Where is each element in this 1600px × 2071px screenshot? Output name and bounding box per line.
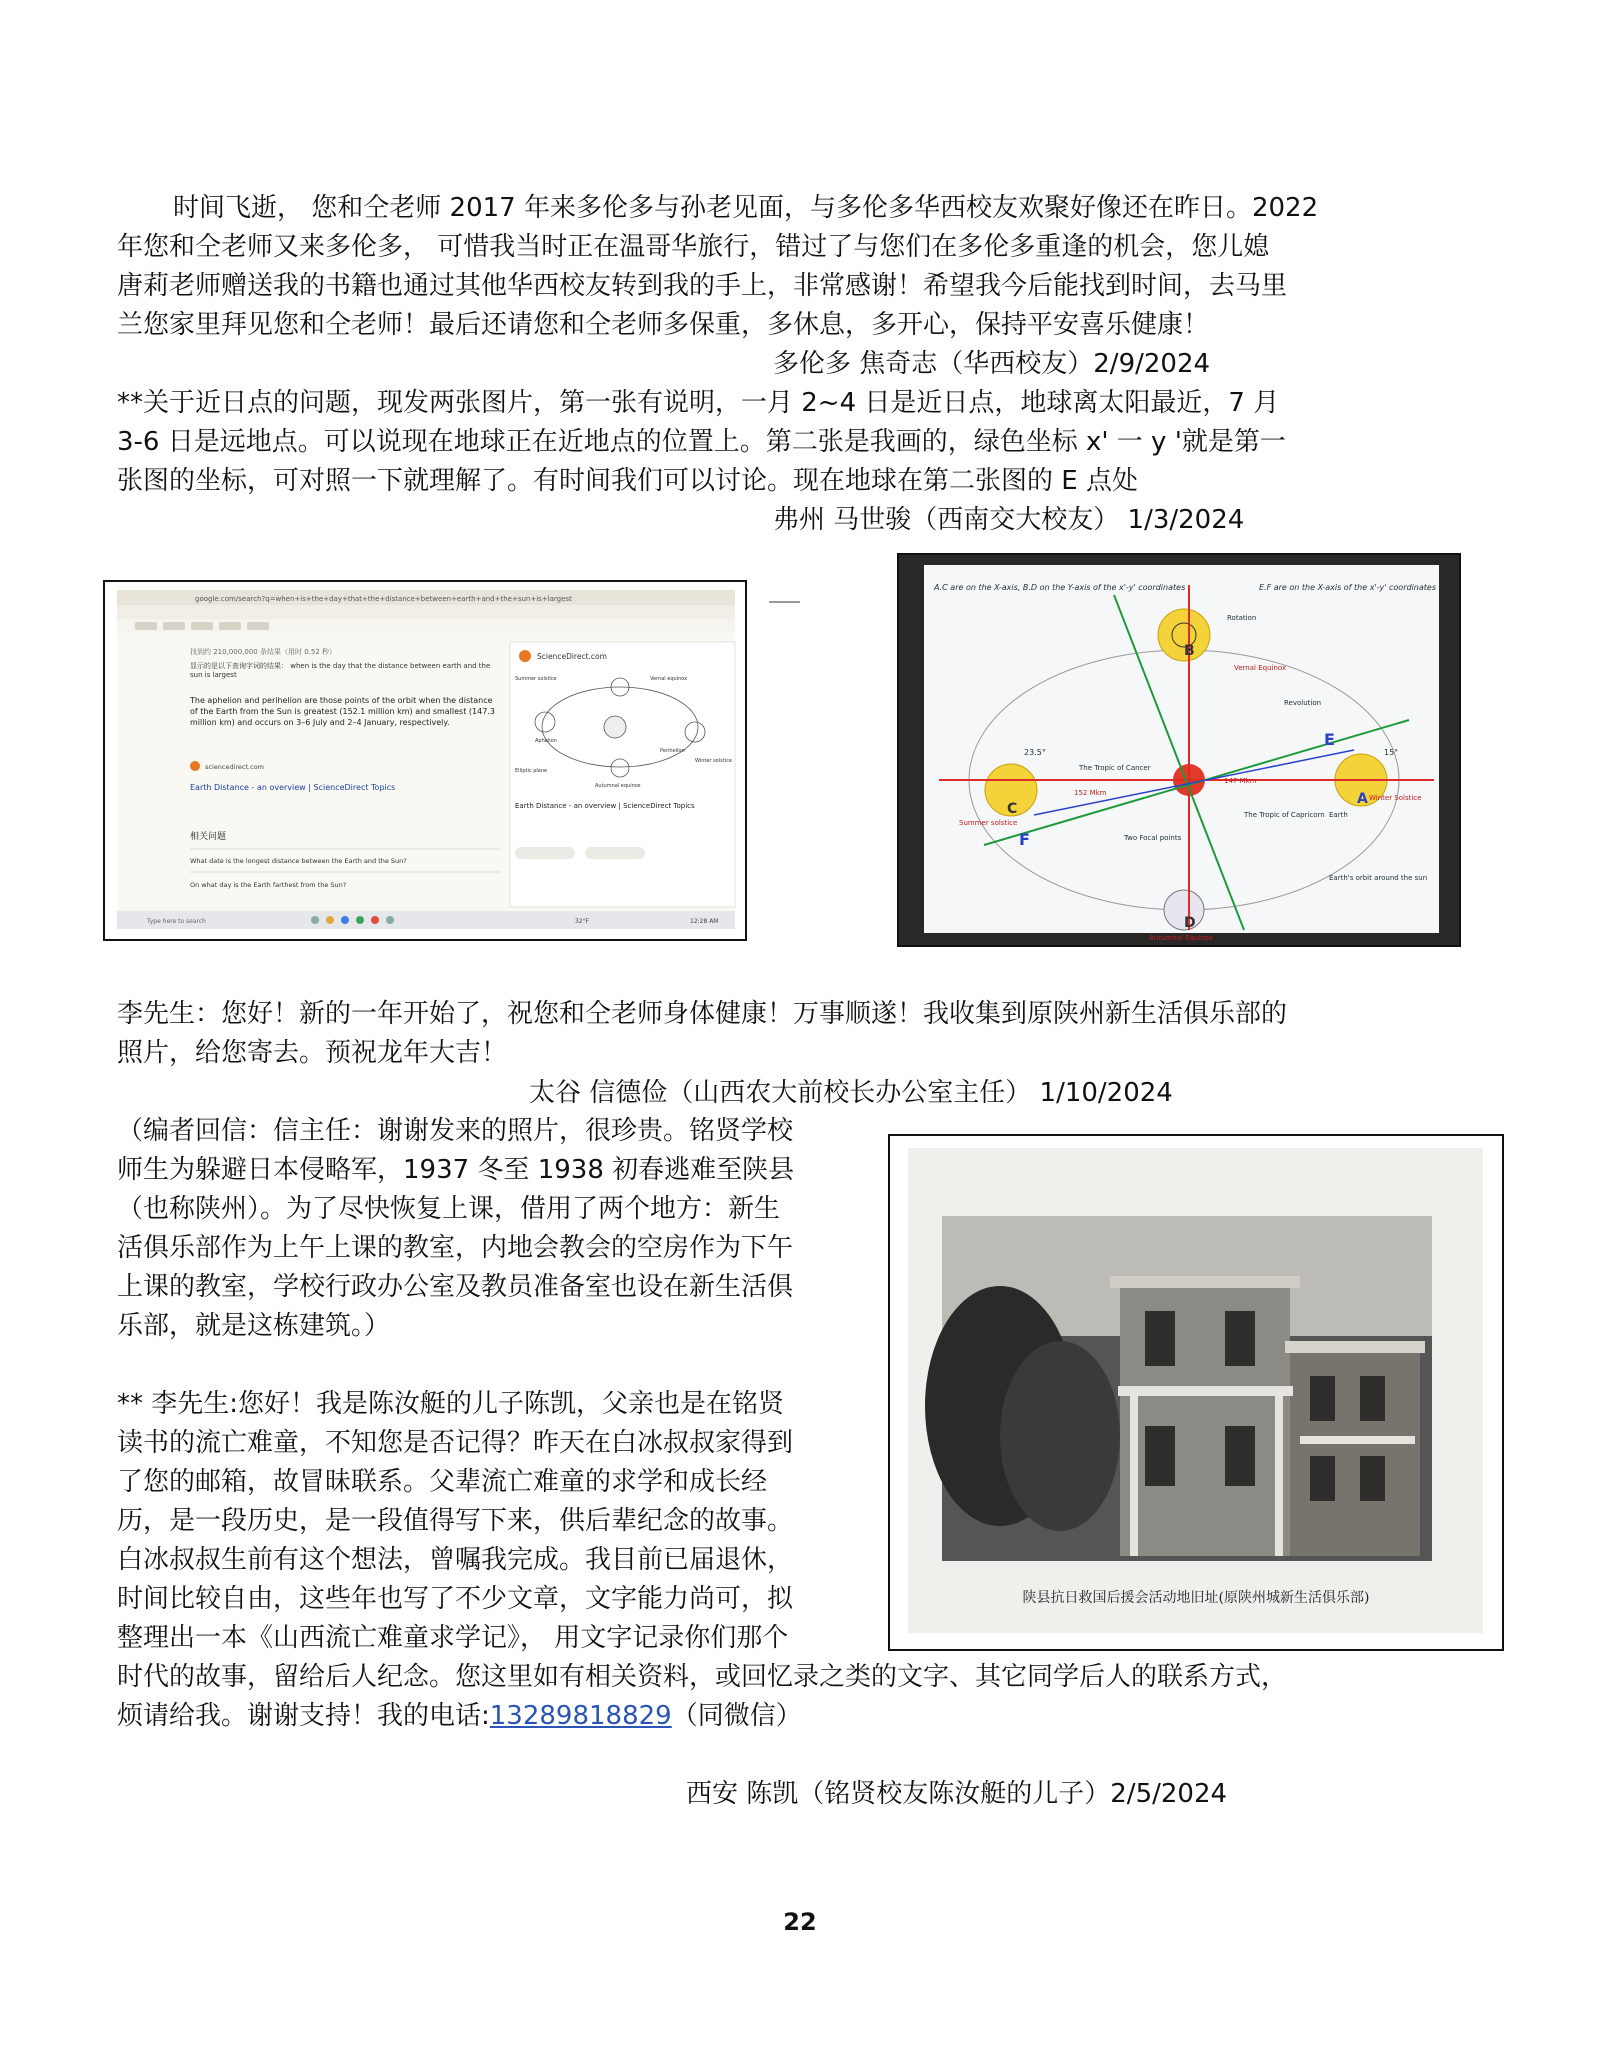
letter-4-line: 时代的故事，留给后人纪念。您这里如有相关资料，或回忆录之类的文字、其它同学后人的联系方式，: [117, 1662, 1288, 1692]
drawing-label: Winter Solstice: [1369, 794, 1422, 802]
letter-3-line: 李先生：您好！新的一年开始了，祝您和仝老师身体健康！万事顺遂！我收集到原陕州新生活俱乐部的: [117, 999, 1288, 1029]
drawing-label: Earth: [1329, 811, 1348, 819]
point-label: E: [1324, 730, 1335, 749]
diagram-label: Vernal equinox: [650, 676, 688, 682]
letter-1-line: 年您和仝老师又来多伦多， 可惜我当时正在温哥华旅行，错过了与您们在多伦多重逢的机会，您儿媳: [117, 232, 1270, 262]
point-label: B: [1184, 643, 1195, 659]
letter-3: [117, 995, 1287, 1073]
drawing-label: Summer solstice: [959, 819, 1018, 827]
editor-reply-line: （编者回信：信主任：谢谢发来的照片，很珍贵。铭贤学校: [117, 1116, 794, 1146]
drawing-label: Two Focal points: [1124, 834, 1182, 842]
taskbar-temp: 32°F: [575, 918, 590, 925]
panel-brand: ScienceDirect.com: [537, 652, 607, 661]
drawing-note-right: E.F are on the X-axis of the x'-y' coordinates: [1259, 583, 1436, 592]
photo-caption: 陕县抗日救国后援会活动地旧址(原陕州城新生活俱乐部): [1022, 1590, 1370, 1606]
related-question[interactable]: What date is the longest distance between the Earth and the Sun?: [190, 857, 407, 865]
letter-4-text: 烦请给我。谢谢支持！我的电话:: [117, 1701, 490, 1731]
letter-1-line: 兰您家里拜见您和仝老师！最后还请您和仝老师多保重，多休息，多开心，保持平安喜乐健康！: [117, 310, 1210, 340]
diagram-label: Summer solstice: [515, 676, 557, 682]
result-source: sciencedirect.com: [205, 763, 264, 771]
answer-snippet: The aphelion and perihelion are those points of the orbit when the distance of the Earth from the Sun is greatest (152.1 million km) and smallest (147.3 million km) and occurs on 3–6 July and 2–4 January, respectively.: [190, 696, 495, 727]
url-bar: google.com/search?q=when+is+the+day+that+the+distance+between+earth+and+the+sun+is+largest: [195, 595, 572, 603]
letter-1-line: 时间飞逝， 您和仝老师 2017 年来多伦多与孙老见面，与多伦多华西校友欢聚好像还在昨日。2022: [173, 193, 1319, 223]
editor-reply-line: 上课的教室，学校行政办公室及教员准备室也设在新生活俱: [117, 1272, 794, 1302]
letter-4: [117, 1385, 1287, 1736]
letter-3-line: 照片，给您寄去。预祝龙年大吉！: [117, 1038, 508, 1068]
drawing-label: Vernal Equinox: [1234, 664, 1287, 672]
result-title-link[interactable]: Earth Distance - an overview | ScienceDirect Topics: [190, 783, 396, 792]
letter-2-signature: 弗州 马世骏（西南交大校友） 1/3/2024: [773, 505, 1245, 535]
diagram-label: Perihelion: [660, 748, 685, 754]
letter-4-line: 时间比较自由，这些年也写了不少文章，文字能力尚可，拟: [117, 1584, 794, 1614]
drawing-label: The Tropic of Capricorn: [1244, 811, 1325, 819]
orbit-drawing-graphic: [899, 555, 1459, 945]
panel-title[interactable]: Earth Distance - an overview | ScienceDirect Topics: [515, 802, 695, 810]
drawing-label: The Tropic of Cancer: [1079, 764, 1151, 772]
editor-reply-line: 活俱乐部作为上午上课的教室，内地会教会的空房作为下午: [117, 1233, 794, 1263]
letter-4-signature: 西安 陈凯（铭贤校友陈汝艇的儿子）2/5/2024: [686, 1779, 1228, 1809]
letter-4-line: 白冰叔叔生前有这个想法，曾嘱我完成。我目前已届退休，: [117, 1545, 794, 1575]
letter-1-line: 唐莉老师赠送我的书籍也通过其他华西校友转到我的手上，非常感谢！希望我今后能找到时间，去马里: [117, 271, 1288, 301]
taskbar-search[interactable]: Type here to search: [147, 918, 206, 925]
drawing-measure: 152 Mkm: [1074, 789, 1107, 797]
point-label: F: [1019, 830, 1030, 849]
letter-4-line: 历，是一段历史，是一段值得写下来，供后辈纪念的故事。: [117, 1506, 794, 1536]
result-count: 找到约 210,000,000 条结果（用时 0.52 秒）: [190, 648, 337, 656]
drawing-label: Revolution: [1284, 699, 1322, 707]
letter-2-line: 张图的坐标，可对照一下就理解了。有时间我们可以讨论。现在地球在第二张图的 E 点处: [117, 466, 1138, 496]
diagram-label: Autumnal equinox: [595, 783, 641, 789]
letter-1: [117, 189, 1318, 345]
related-heading: 相关问题: [190, 832, 227, 842]
editor-reply: [117, 1112, 794, 1346]
editor-reply-line: 师生为躲避日本侵略军，1937 冬至 1938 初春逃难至陕县: [117, 1155, 795, 1185]
page-number: 22: [783, 1908, 817, 1936]
drawing-label: Autumnal Equinox: [1149, 934, 1214, 942]
letter-4-text: （同微信）: [671, 1701, 802, 1731]
letter-1-signature: 多伦多 焦奇志（华西校友）2/9/2024: [773, 349, 1211, 379]
letter-4-line: 读书的流亡难童，不知您是否记得？昨天在白冰叔叔家得到: [117, 1428, 794, 1458]
letter-3-signature: 太谷 信德俭（山西农大前校长办公室主任） 1/10/2024: [529, 1078, 1173, 1108]
letter-4-line: 了您的邮箱，故冒昧联系。父辈流亡难童的求学和成长经: [117, 1467, 768, 1497]
editor-reply-line: （也称陕州）。为了尽快恢复上课，借用了两个地方：新生: [117, 1194, 781, 1224]
point-label: D: [1184, 915, 1196, 931]
diagram-label: Aphelion: [535, 738, 557, 744]
taskbar-time: 12:28 AM: [690, 918, 719, 925]
orbit-drawing-image: [897, 553, 1461, 947]
diagram-label: Winter solstice: [695, 758, 732, 764]
point-label: C: [1007, 801, 1018, 817]
drawing-angle: 23.5°: [1024, 748, 1046, 757]
related-question[interactable]: On what day is the Earth farthest from the Sun?: [190, 881, 347, 889]
drawing-measure: 147 Mkm: [1224, 777, 1257, 785]
editor-reply-line: 乐部，就是这栋建筑。）: [117, 1311, 391, 1341]
search-screenshot-image: [103, 580, 747, 941]
drawing-angle: 15°: [1384, 748, 1399, 757]
letter-4-line: ** 李先生:您好！我是陈汝艇的儿子陈凯，父亲也是在铭贤: [117, 1389, 785, 1419]
letter-4-line: [117, 1697, 1287, 1736]
letter-2-line: **关于近日点的问题，现发两张图片，第一张有说明，一月 2~4 日是近日点，地球离太阳最近，7 月: [117, 388, 1280, 418]
diagram-label: Elliptic plane: [515, 768, 548, 774]
drawing-note-left: A.C are on the X-axis, B.D on the Y-axis of the x'-y' coordinates: [934, 583, 1186, 592]
point-label: A: [1357, 791, 1368, 807]
drawing-label: Rotation: [1227, 614, 1257, 622]
letter-2: [117, 384, 1286, 501]
drawing-label: Earth's orbit around the sun: [1329, 874, 1428, 882]
search-screenshot-graphic: [105, 582, 745, 939]
separator-dash: [769, 601, 800, 603]
letter-4-line: 整理出一本《山西流亡难童求学记》， 用文字记录你们那个: [117, 1623, 789, 1653]
query-hint: 显示的是以下查询字词的结果： when is the day that the distance between earth and the sun is largest: [190, 662, 491, 679]
letter-2-line: 3-6 日是远地点。可以说现在地球正在近地点的位置上。第二张是我画的，绿色坐标 x' 一 y '就是第一: [117, 427, 1286, 457]
phone-link[interactable]: 13289818829: [489, 1701, 672, 1731]
